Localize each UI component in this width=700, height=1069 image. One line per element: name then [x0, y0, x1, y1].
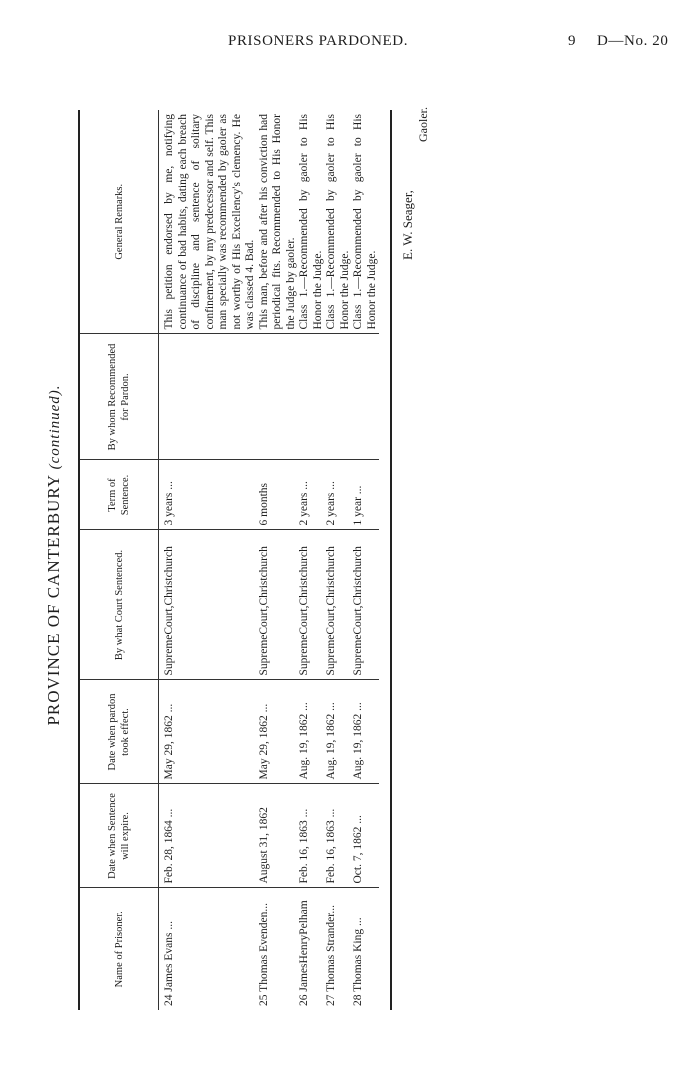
sentence-expiry: Feb. 16, 1863 ... [298, 784, 325, 888]
signatory-name: E. W. Seager, [400, 190, 415, 260]
prisoner-name: 28 Thomas King ... [352, 917, 364, 1006]
sentence-term: 3 years ... [159, 460, 258, 530]
table-row [352, 110, 379, 1010]
pardon-date: May 29, 1862 ... [258, 680, 299, 784]
signatory-title: Gaoler. [416, 107, 430, 142]
general-remarks: This man, before and after his conviction had periodical fits. Recommended to His Honor the Judge by gaoler. [258, 110, 299, 334]
sentence-term: 2 years ... [325, 460, 352, 530]
table-row [258, 110, 299, 1010]
sentence-term: 2 years ... [298, 460, 325, 530]
sentencing-court: SupremeCourt,Christchurch [258, 530, 299, 680]
column-header: Term of Sentence. [80, 460, 159, 530]
table-row [159, 110, 258, 1010]
document-code: D—No. 20 [597, 33, 669, 49]
general-remarks: Class 1.—Recommended by gaoler to His Honor the Judge. [352, 110, 379, 334]
sentence-term: 1 year ... [352, 460, 379, 530]
prisoner-name: 25 Thomas Evenden... [257, 903, 270, 1006]
column-header: By whom Recommended for Pardon. [80, 334, 159, 460]
sentence-expiry: Oct. 7, 1862 ... [352, 784, 379, 888]
province-suffix: (continued). [47, 384, 63, 470]
sentencing-court: SupremeCourt,Christchurch [298, 530, 325, 680]
pardon-date: Aug. 19, 1862 ... [325, 680, 352, 784]
sentencing-court: SupremeCourt,Christchurch [159, 530, 258, 680]
pardons-table [80, 110, 379, 1010]
table-header-row [80, 110, 159, 1010]
sentence-expiry: Feb. 16, 1863 ... [325, 784, 352, 888]
recommended-by [325, 334, 352, 460]
column-header: Date when Sentence will expire. [80, 784, 159, 888]
recommended-by [258, 334, 299, 460]
sentence-term: 6 months [258, 460, 299, 530]
column-header: Name of Prisoner. [80, 888, 159, 1010]
column-header: Date when pardon took effect. [80, 680, 159, 784]
page-title: PRISONERS PARDONED. [228, 33, 409, 49]
recommended-by [159, 334, 258, 460]
prisoner-name: 27 Thomas Strander... [325, 904, 337, 1006]
gaoler-signature [400, 80, 431, 260]
pardon-date: Aug. 19, 1862 ... [352, 680, 379, 784]
column-header: By what Court Sentenced. [80, 530, 159, 680]
recommended-by [352, 334, 379, 460]
page-number: 9 [568, 33, 577, 49]
pardon-date: Aug. 19, 1862 ... [298, 680, 325, 784]
province-name: PROVINCE OF CANTERBURY [44, 474, 63, 726]
sentencing-court: SupremeCourt,Christchurch [325, 530, 352, 680]
province-heading [44, 80, 74, 1030]
prisoner-name: 26 JamesHenryPelham [298, 900, 310, 1006]
table-row [298, 110, 325, 1010]
general-remarks: Class 1.—Recommended by gaoler to His Honor the Judge. [298, 110, 325, 334]
recommended-by [298, 334, 325, 460]
column-header: General Remarks. [80, 110, 159, 334]
table-row [325, 110, 352, 1010]
sentence-expiry: August 31, 1862 [258, 784, 299, 888]
sentence-expiry: Feb. 28, 1864 ... [159, 784, 258, 888]
pardons-table-frame [78, 110, 392, 1010]
sentencing-court: SupremeCourt,Christchurch [352, 530, 379, 680]
pardon-date: May 29, 1862 ... [159, 680, 258, 784]
general-remarks: This petition endorsed by me, notifying continuance of bad habits, dating each breach of discipline and sentence of solitary confinement, by my predecessor and self. This man specially was recommended by gaoler as not worthy of His Excellency's clemency. He was classed 4. Bad. [159, 110, 258, 334]
prisoner-name: 24 James Evans ... [163, 921, 175, 1006]
rotated-page-content [38, 80, 628, 1030]
general-remarks: Class 1.—Recommended by gaoler to His Honor the Judge. [325, 110, 352, 334]
